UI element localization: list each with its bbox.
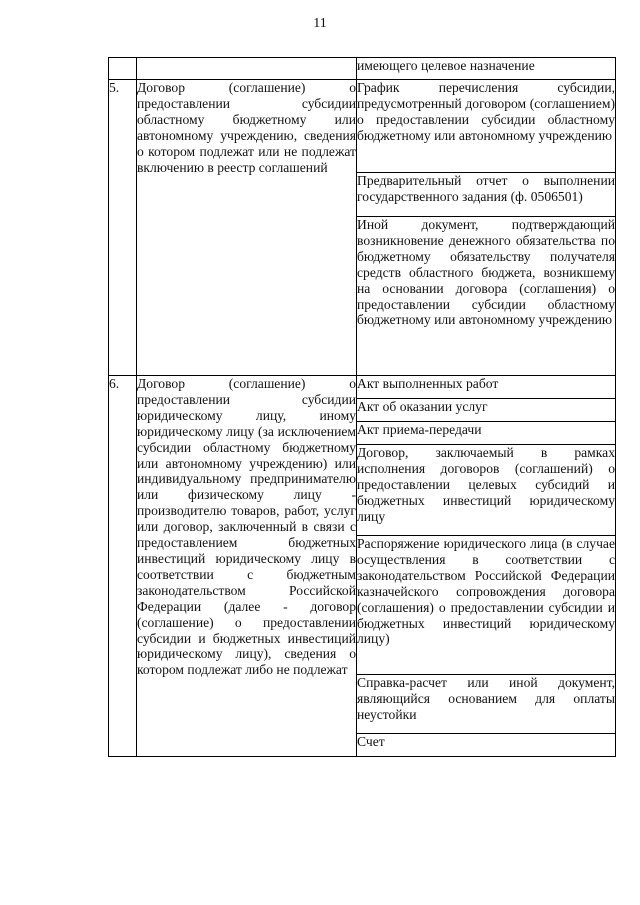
document-cell [357,376,616,399]
document-name: Акт выполненных работ [357,376,499,391]
document-cell [357,58,616,80]
document-cell [357,734,616,757]
document-name: Счет [357,734,385,749]
document-cell [357,80,616,173]
table-row [109,376,616,399]
documents-table [108,57,616,757]
row-number: 5. [109,80,137,376]
document-name: Справка-расчет или иной документ, являющийся основанием для оплаты неустойки [357,675,615,722]
document-cell [357,536,616,675]
row-number: 6. [109,376,137,757]
row-description: Договор (соглашение) о предоставлении субсидии юридическому лицу, иному юридическому лицу (за исключением субсидии областному бюджетному или автономному учреждению) или индивидуальному предпринимателю или физическому лицу - производителю товаров, работ, услуг или договор, заключенный в связи с предоставлением бюджетных инвестиций юридическому лицу в соответствии с бюджетным законодательством Российской Федерации (далее - договор (соглашение) о предоставлении субсидии и бюджетных инвестиций юридическому лицу), сведения о котором подлежат либо не подлежат [137,376,357,757]
document-name: Акт об оказании услуг [357,399,488,414]
row-description: Договор (соглашение) о предоставлении субсидии областному бюджетному или автономному учреждению, сведения о котором подлежат или не подлежат включению в реестр соглашений [137,80,357,376]
page-number: 11 [313,16,327,31]
row-description [137,58,357,80]
document-cell [357,675,616,734]
table-row [109,58,616,80]
document-cell [357,217,616,376]
table-row [109,80,616,173]
document-name: Предварительный отчет о выполнении государственного задания (ф. 0506501) [357,173,615,204]
document-cell [357,445,616,536]
row-number [109,58,137,80]
document-name: Договор, заключаемый в рамках исполнения договоров (соглашений) о предоставлении целевых субсидий и бюджетных инвестиций юридическому лицу [357,445,615,524]
document-name: График перечисления субсидии, предусмотренный договором (соглашением) о предоставлении субсидии областному бюджетному или автономному учреждению [357,80,615,143]
document-name: Акт приема-передачи [357,422,482,437]
document-name: Иной документ, подтверждающий возникновение денежного обязательства по бюджетному обязательству получателя средств областного бюджета, возникшему на основании договора (соглашения) о предоставлении субсидии областному бюджетному или автономному учреждению [357,217,615,328]
document-name: Распоряжение юридического лица (в случае осуществления в соответствии с законодательством Российской Федерации казначейского сопровождения договора (соглашения) о предоставлении субсидии и бюджетных инвестиций юридическому лицу) [357,536,615,647]
document-cell [357,422,616,445]
document-cell [357,399,616,422]
document-cell [357,173,616,217]
document-name: имеющего целевое назначение [357,58,535,73]
